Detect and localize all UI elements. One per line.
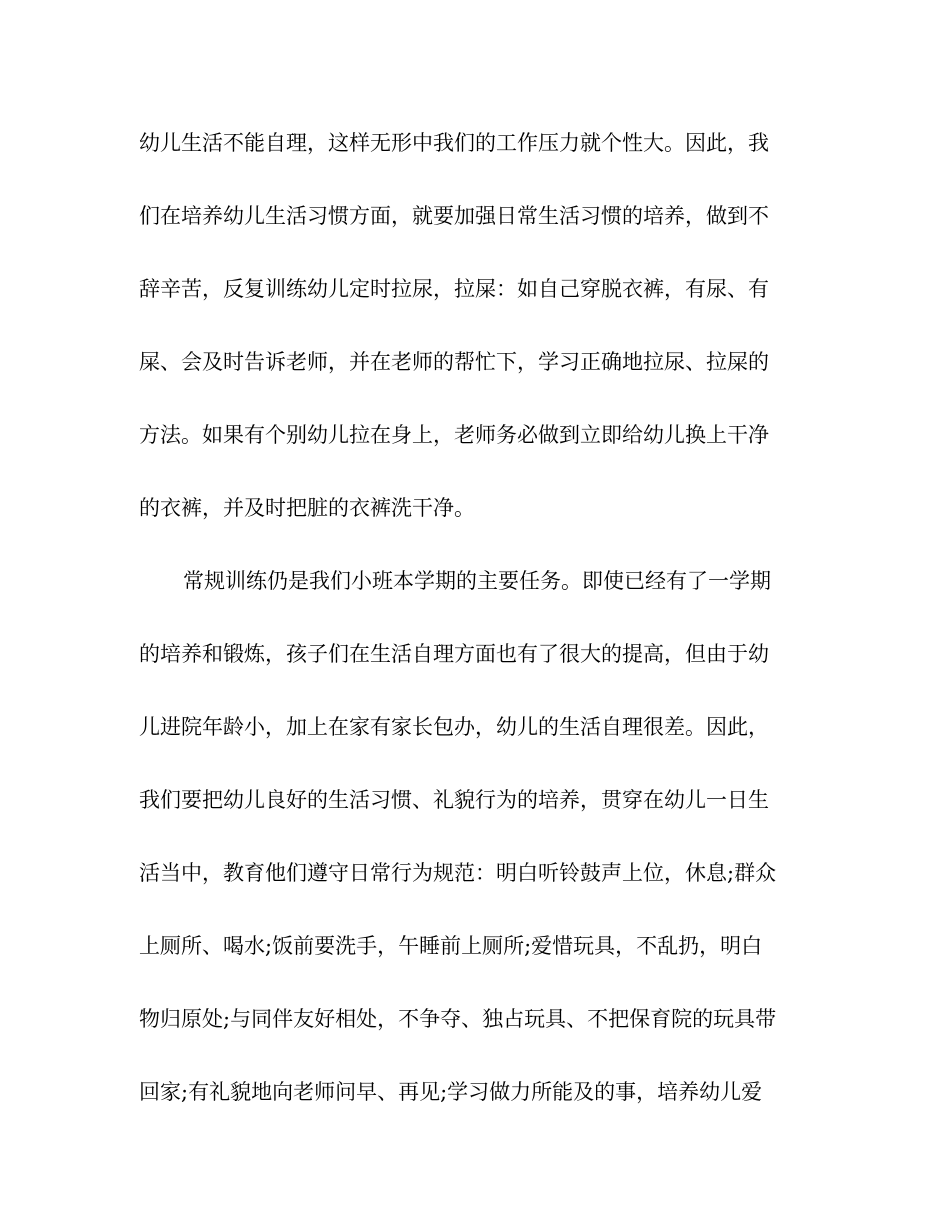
paragraph-line: 方法。如果有个别幼儿拉在身上，老师务必做到立即给幼儿换上干净 xyxy=(139,423,769,447)
paragraph-line: 的培养和锻炼，孩子们在生活自理方面也有了很大的提高，但由于幼 xyxy=(139,642,769,666)
paragraph-line: 回家;有礼貌地向老师问早、再见;学习做力所能及的事，培养幼儿爱 xyxy=(139,1080,763,1104)
paragraph-line: 我们要把幼儿良好的生活习惯、礼貌行为的培养，贯穿在幼儿一日生 xyxy=(139,788,769,812)
paragraph-line: 们在培养幼儿生活习惯方面，就要加强日常生活习惯的培养，做到不 xyxy=(139,204,769,228)
paragraph-line: 的衣裤，并及时把脏的衣裤洗干净。 xyxy=(139,496,475,520)
paragraph-line: 物归原处;与同伴友好相处，不争夺、独占玩具、不把保育院的玩具带 xyxy=(139,1007,777,1031)
paragraph-line: 活当中，教育他们遵守日常行为规范：明白听铃鼓声上位，休息;群众 xyxy=(139,861,777,885)
paragraph-line: 屎、会及时告诉老师，并在老师的帮忙下，学习正确地拉尿、拉屎的 xyxy=(139,350,769,374)
paragraph-line: 幼儿生活不能自理，这样无形中我们的工作压力就个性大。因此，我 xyxy=(139,131,769,155)
paragraph-line: 辞辛苦，反复训练幼儿定时拉尿，拉屎：如自己穿脱衣裤，有尿、有 xyxy=(139,277,769,301)
paragraph-1 xyxy=(139,123,807,561)
paragraph-2 xyxy=(139,561,807,1145)
paragraph-line: 常规训练仍是我们小班本学期的主要任务。即使已经有了一学期 xyxy=(183,569,771,593)
paragraph-line: 上厕所、喝水;饭前要洗手，午睡前上厕所;爱惜玩具，不乱扔，明白 xyxy=(139,934,763,958)
document-body xyxy=(139,123,807,1145)
paragraph-line: 儿进院年龄小，加上在家有家长包办，幼儿的生活自理很差。因此， xyxy=(139,715,769,739)
